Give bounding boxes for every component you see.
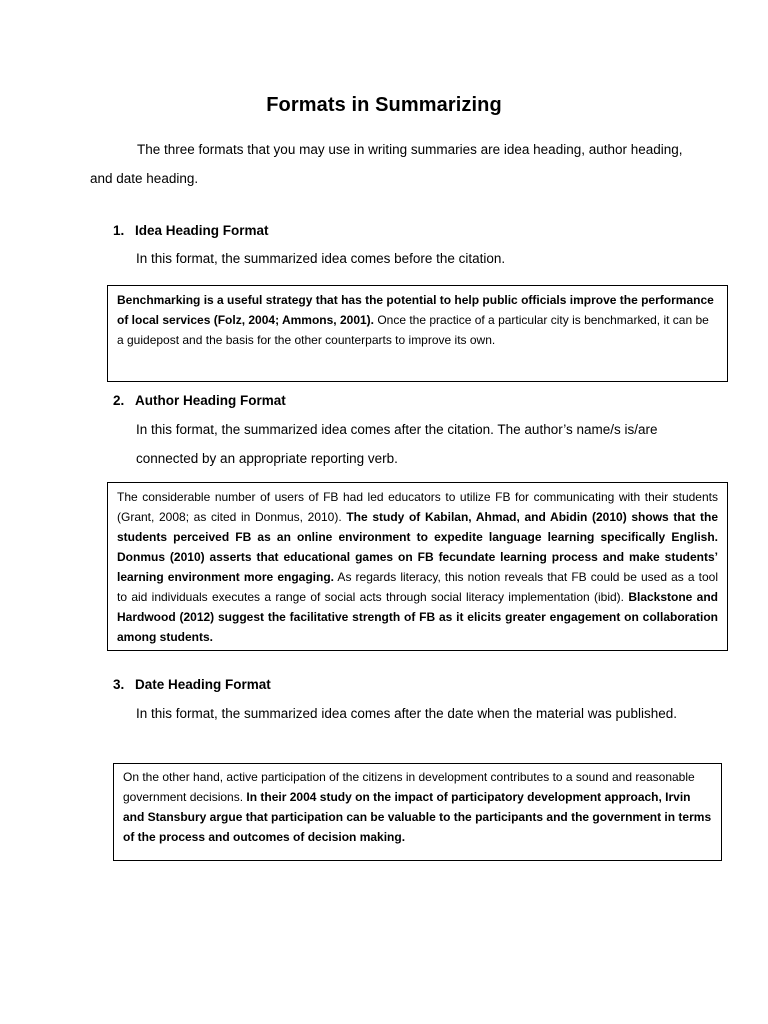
section-1-number: 1.: [113, 223, 125, 238]
section-2-box-text-1: The considerable number of users of FB had led educators to utilize FB for communicating with their students (Grant, 2008; as cited in Donmus, 2010).: [117, 490, 718, 524]
section-3-box-text: On the other hand, active participation of the citizens in development contributes to a sound and reasonable government decisions.: [123, 770, 695, 804]
section-2-description: In this format, the summarized idea comes after the citation. The author’s name/s is/are connected by an appropriate reporting verb.: [136, 422, 658, 466]
section-3-number: 3.: [113, 677, 125, 692]
intro-paragraph: The three formats that you may use in writing summaries are idea heading, author heading, and date heading.: [90, 142, 683, 186]
section-3-heading: [113, 677, 271, 692]
section-3-example-box: [113, 763, 722, 861]
section-3-title: Date Heading Format: [135, 677, 271, 692]
section-2-box-text-3: As regards literacy, this notion reveals that FB could be used as a tool to aid individuals executes a range of social acts through social literacy implementation (ibid).: [117, 570, 719, 604]
section-2-box-text-4-bold: Blackstone and Hardwood (2012) suggest the facilitative strength of FB as it elicits greater engagement on collaboration among students.: [117, 590, 718, 644]
section-2-number: 2.: [113, 393, 125, 408]
section-1-box-text: Once the practice of a particular city is benchmarked, it can be a guidepost and the basis for the other counterparts to improve its own.: [117, 313, 709, 347]
section-2-example-box: [107, 482, 728, 651]
section-1-box-text-bold: Benchmarking is a useful strategy that has the potential to help public officials improve the performance of local services (Folz, 2004; Ammons, 2001).: [117, 293, 714, 327]
section-1-example-box: [107, 285, 728, 382]
section-2-title: Author Heading Format: [135, 393, 286, 408]
section-1-description: In this format, the summarized idea comes before the citation.: [136, 251, 506, 266]
section-2-heading: [113, 393, 286, 408]
page-title: Formats in Summarizing: [266, 94, 502, 116]
section-3-box-text-bold: In their 2004 study on the impact of participatory development approach, Irvin and Stansbury argue that participation can be valuable to the participants and the government in terms of the process and outcomes of decision making.: [123, 790, 712, 844]
section-1-heading: [113, 223, 269, 238]
section-1-title: Idea Heading Format: [135, 223, 269, 238]
section-2-box-text-2-bold: The study of Kabilan, Ahmad, and Abidin (2010) shows that the students perceived FB as an online environment to expedite language learning specifically English. Donmus (2010) asserts that educational games on FB fecundate learning process and make students’ learning environment more engaging.: [117, 510, 718, 584]
section-3-description: In this format, the summarized idea comes after the date when the material was published.: [136, 706, 678, 721]
